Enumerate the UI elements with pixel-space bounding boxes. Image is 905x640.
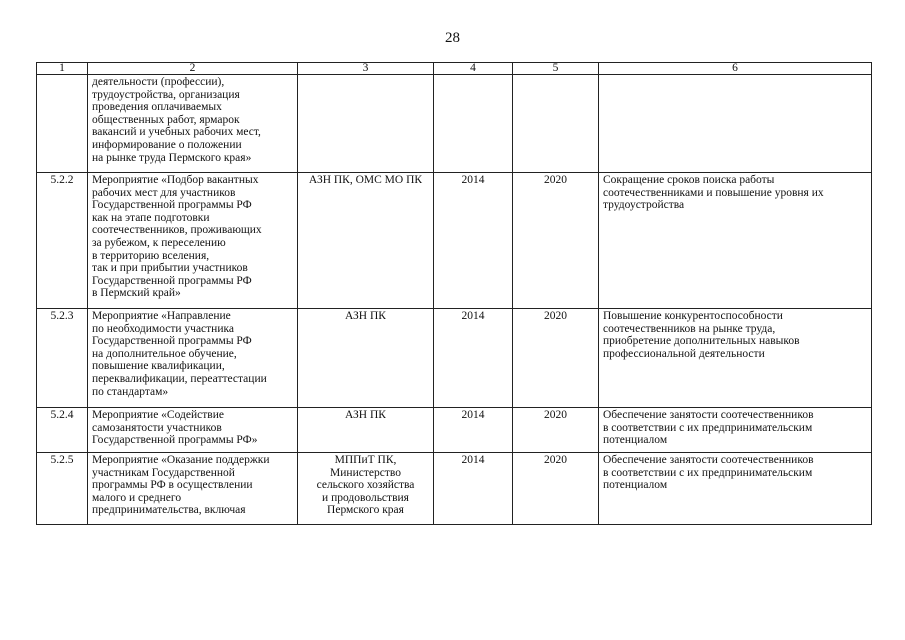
end-year: 2020 <box>513 173 599 309</box>
column-header-1: 1 <box>37 63 88 75</box>
event-description: деятельности (профессии), трудоустройства, организация проведения оплачиваемых общественных работ, ярмарок вакансий и учебных рабочих мест, информирование о положении на рынке труда Пермского края» <box>88 75 298 173</box>
table-row <box>37 309 872 408</box>
end-year <box>513 75 599 173</box>
expected-result <box>599 75 872 173</box>
row-number: 5.2.5 <box>37 453 88 525</box>
expected-result: Повышение конкурентоспособности соотечественников на рынке труда, приобретение дополнительных навыков профессиональной деятельности <box>599 309 872 408</box>
row-number <box>37 75 88 173</box>
executor: АЗН ПК <box>298 309 434 408</box>
row-number: 5.2.2 <box>37 173 88 309</box>
expected-result: Сокращение сроков поиска работы соотечественниками и повышение уровня их трудоустройства <box>599 173 872 309</box>
event-description: Мероприятие «Оказание поддержки участникам Государственной программы РФ в осуществлении малого и среднего предпринимательства, включая <box>88 453 298 525</box>
row-number: 5.2.3 <box>37 309 88 408</box>
expected-result: Обеспечение занятости соотечественников в соответствии с их предпринимательским потенциалом <box>599 453 872 525</box>
event-description: Мероприятие «Подбор вакантных рабочих мест для участников Государственной программы РФ как на этапе подготовки соотечественников, проживающих за рубежом, к переселению в территорию вселения, так и при прибытии участников Государственной программы РФ в Пермский край» <box>88 173 298 309</box>
column-header-2: 2 <box>88 63 298 75</box>
table-row <box>37 75 872 173</box>
end-year: 2020 <box>513 309 599 408</box>
expected-result: Обеспечение занятости соотечественников в соответствии с их предпринимательским потенциалом <box>599 408 872 453</box>
executor <box>298 75 434 173</box>
executor: АЗН ПК <box>298 408 434 453</box>
table-row <box>37 408 872 453</box>
event-description: Мероприятие «Направление по необходимости участника Государственной программы РФ на дополнительное обучение, повышение квалификации, переквалификации, переаттестации по стандартам» <box>88 309 298 408</box>
row-number: 5.2.4 <box>37 408 88 453</box>
start-year <box>434 75 513 173</box>
measures-table <box>36 62 872 525</box>
start-year: 2014 <box>434 453 513 525</box>
end-year: 2020 <box>513 453 599 525</box>
start-year: 2014 <box>434 309 513 408</box>
table-row <box>37 453 872 525</box>
page-number: 28 <box>445 30 460 46</box>
start-year: 2014 <box>434 173 513 309</box>
column-header-4: 4 <box>434 63 513 75</box>
column-header-5: 5 <box>513 63 599 75</box>
event-description: Мероприятие «Содействие самозанятости участников Государственной программы РФ» <box>88 408 298 453</box>
column-header-6: 6 <box>599 63 872 75</box>
start-year: 2014 <box>434 408 513 453</box>
end-year: 2020 <box>513 408 599 453</box>
table-row <box>37 173 872 309</box>
executor: МППиТ ПК, Министерство сельского хозяйства и продовольствия Пермского края <box>298 453 434 525</box>
header-row <box>37 63 872 75</box>
executor: АЗН ПК, ОМС МО ПК <box>298 173 434 309</box>
column-header-3: 3 <box>298 63 434 75</box>
